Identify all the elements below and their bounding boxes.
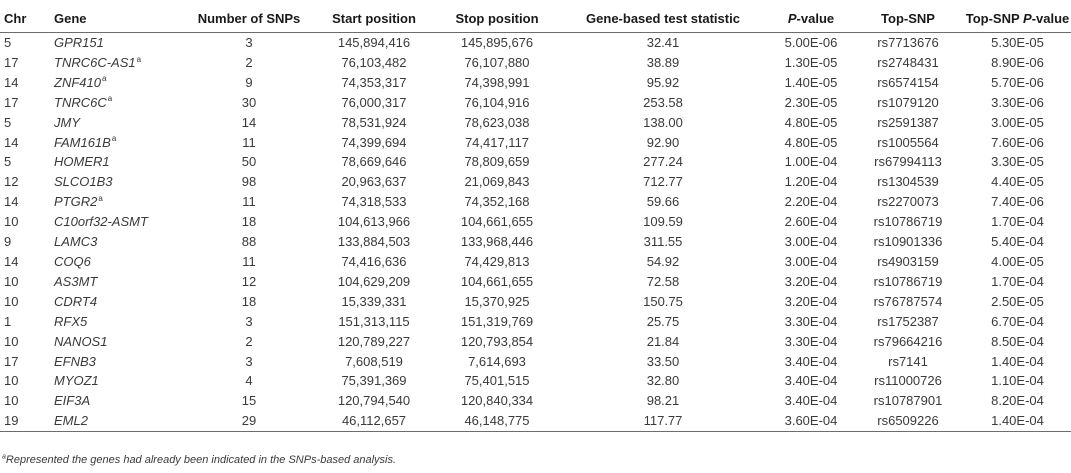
cell-gene [42,33,188,53]
table-row [0,33,1071,53]
gene-name: ZNF410 [54,74,101,90]
cell-chr: 17 [4,54,19,70]
footnote-mark: a [2,453,6,461]
cell-top-snp: rs4903159 [877,253,939,269]
cell-chr: 10 [4,373,19,389]
cell-chr: 14 [4,134,19,150]
cell-gene [42,73,188,93]
cell-top-snp-p-value: 5.40E-04 [991,234,1044,250]
cell-start-position: 74,416,636 [341,253,407,269]
header-top-snp-p-value [964,4,1071,33]
cell-p-value: 3.40E-04 [784,353,838,369]
cell-p-value: 3.20E-04 [784,273,838,289]
cell-stop-position: 7,614,693 [468,353,526,369]
cell-gene [42,232,188,252]
table-row [0,252,1071,272]
cell-number-of-snps: 18 [241,214,257,230]
cell-number-of-snps: 18 [241,293,257,309]
header-p-suffix: -value [796,10,835,26]
cell-stop-position: 21,069,843 [464,174,530,190]
cell-start-position: 104,613,966 [337,214,411,230]
cell-gene [42,212,188,232]
cell-p-value: 3.20E-04 [784,293,838,309]
cell-number-of-snps: 2 [245,333,253,349]
cell-stop-position: 74,352,168 [464,194,530,210]
cell-top-snp-p-value: 7.60E-06 [991,134,1044,150]
table-row [0,391,1071,411]
header-p-letter: P [787,10,797,26]
gene-name: EML2 [54,413,88,429]
cell-top-snp-p-value: 4.00E-05 [991,253,1044,269]
table-row [0,312,1071,332]
cell-top-snp: rs2591387 [877,114,939,130]
cell-number-of-snps: 50 [241,154,257,170]
table-row [0,371,1071,391]
cell-p-value: 3.00E-04 [784,253,838,269]
cell-number-of-snps: 3 [245,313,253,329]
cell-start-position: 120,794,540 [337,393,411,409]
gene-name: MYOZ1 [54,373,99,389]
table-row [0,272,1071,292]
cell-start-position: 46,112,657 [310,411,438,431]
gene-name: LAMC3 [54,234,98,250]
cell-top-snp-p-value: 7.40E-06 [991,194,1044,210]
cell-top-snp: rs2270073 [877,194,939,210]
cell-test-statistic: 98.21 [646,393,680,409]
table-footnote [2,454,396,466]
cell-chr: 1 [4,313,12,329]
cell-number-of-snps: 14 [241,114,257,130]
header-stop-position: Stop position [438,4,556,33]
cell-test-statistic: 311.55 [643,234,683,250]
cell-top-snp: rs7141 [888,353,928,369]
cell-gene [42,411,188,431]
cell-gene [42,113,188,133]
table-header-row [0,4,1071,33]
cell-top-snp-p-value: 3.30E-06 [991,94,1044,110]
cell-start-position: 78,531,924 [341,114,407,130]
cell-test-statistic: 59.66 [646,194,680,210]
cell-test-statistic: 117.77 [556,411,770,431]
cell-top-snp-p-value: 1.70E-04 [991,273,1044,289]
cell-number-of-snps: 15 [241,393,257,409]
cell-test-statistic: 38.89 [646,54,680,70]
cell-start-position: 74,353,317 [341,74,407,90]
cell-top-snp-p-value: 4.40E-05 [991,174,1044,190]
cell-test-statistic: 253.58 [643,94,683,110]
cell-top-snp: rs2748431 [877,54,939,70]
cell-top-snp-p-value: 1.40E-04 [991,353,1044,369]
cell-chr: 12 [4,174,19,190]
gene-name: HOMER1 [54,154,110,170]
gene-name: CDRT4 [54,293,98,309]
cell-chr: 10 [4,393,19,409]
cell-stop-position: 74,417,117 [464,134,530,150]
cell-top-snp-p-value: 1.70E-04 [991,214,1044,230]
cell-gene [42,172,188,192]
cell-top-snp: rs1005564 [877,134,939,150]
cell-gene [42,332,188,352]
cell-gene [42,152,188,172]
cell-start-position: 151,313,115 [338,313,410,329]
cell-top-snp: rs1079120 [877,94,939,110]
cell-p-value: 1.30E-05 [784,54,838,70]
cell-p-value: 3.30E-04 [784,333,838,349]
header-start-position: Start position [310,4,438,33]
gene-results-table [0,4,1071,432]
cell-number-of-snps: 3 [245,35,253,50]
cell-top-snp: rs76787574 [873,293,943,309]
cell-number-of-snps: 29 [188,411,310,431]
gene-name: TNRC6C [54,94,107,110]
cell-gene [42,272,188,292]
cell-p-value: 2.60E-04 [784,214,838,230]
cell-stop-position: 145,895,676 [460,35,534,50]
cell-start-position: 20,963,637 [341,174,407,190]
cell-start-position: 104,629,209 [337,273,411,289]
header-chr: Chr [0,4,42,33]
cell-gene [42,352,188,372]
cell-start-position: 7,608,519 [345,353,403,369]
table-row [0,133,1071,153]
cell-stop-position: 15,370,925 [464,293,530,309]
gene-name: EIF3A [54,393,91,409]
cell-p-value: 3.40E-04 [784,393,838,409]
table-row [0,212,1071,232]
cell-p-value: 3.60E-04 [770,411,852,431]
cell-start-position: 15,339,331 [341,293,407,309]
cell-stop-position: 151,319,769 [460,313,534,329]
cell-gene [42,252,188,272]
cell-stop-position: 78,809,659 [464,154,530,170]
cell-test-statistic: 54.92 [646,253,680,269]
cell-top-snp-p-value: 5.70E-06 [991,74,1044,90]
footnote-marker: a [107,94,113,104]
cell-stop-position: 76,107,880 [464,54,530,70]
cell-p-value: 3.30E-04 [784,313,838,329]
cell-gene [42,93,188,113]
cell-p-value: 3.40E-04 [784,373,838,389]
table-body [0,33,1071,432]
header-top-p-letter: P [1023,10,1032,26]
cell-gene [42,133,188,153]
cell-top-snp: rs1752387 [877,313,939,329]
gene-name: PTGR2 [54,194,98,210]
cell-number-of-snps: 9 [245,74,253,90]
cell-number-of-snps: 3 [245,353,253,369]
cell-stop-position: 104,661,655 [460,214,534,230]
gene-name: JMY [54,114,80,130]
cell-top-snp: rs10786719 [873,273,943,289]
cell-top-snp-p-value: 3.30E-05 [991,154,1044,170]
gene-name: GPR151 [54,35,104,50]
table-row [0,192,1071,212]
cell-chr: 5 [4,114,12,130]
gene-name: COQ6 [54,253,91,269]
cell-gene [42,371,188,391]
header-gene: Gene [42,4,188,33]
cell-chr: 14 [4,253,19,269]
header-top-snp: Top-SNP [852,4,964,33]
cell-top-snp: rs10786719 [873,214,943,230]
cell-test-statistic: 33.50 [646,353,680,369]
cell-chr: 19 [0,411,42,431]
gene-name: TNRC6C-AS1 [54,54,136,70]
footnote-marker: a [111,134,117,144]
cell-test-statistic: 25.75 [646,313,680,329]
cell-top-snp-p-value: 8.50E-04 [991,333,1044,349]
cell-top-snp: rs10901336 [873,234,943,250]
cell-p-value: 1.40E-05 [784,74,838,90]
cell-test-statistic: 32.80 [646,373,680,389]
cell-start-position: 145,894,416 [337,35,411,50]
cell-top-snp-p-value: 1.10E-04 [991,373,1044,389]
cell-number-of-snps: 98 [241,174,257,190]
header-p-value [770,4,852,33]
cell-p-value: 2.30E-05 [784,94,838,110]
cell-chr: 14 [4,74,19,90]
cell-p-value: 4.80E-05 [784,114,838,130]
cell-p-value: 4.80E-05 [784,134,838,150]
table-row [0,332,1071,352]
cell-chr: 10 [4,273,19,289]
cell-test-statistic: 92.90 [646,134,680,150]
cell-number-of-snps: 30 [241,94,257,110]
table-row [0,292,1071,312]
cell-test-statistic: 95.92 [646,74,680,90]
cell-test-statistic: 109.59 [643,214,683,230]
gene-name: SLCO1B3 [54,174,113,190]
header-test-statistic: Gene-based test statistic [556,4,770,33]
cell-start-position: 120,789,227 [337,333,411,349]
cell-top-snp-p-value: 8.20E-04 [991,393,1044,409]
table-row [0,172,1071,192]
cell-top-snp: rs10787901 [873,393,943,409]
header-number-of-snps: Number of SNPs [188,4,310,33]
cell-start-position: 78,669,646 [341,154,407,170]
cell-chr: 9 [4,234,12,250]
cell-number-of-snps: 11 [242,253,256,269]
cell-start-position: 133,884,503 [337,234,411,250]
table-row [0,232,1071,252]
cell-start-position: 76,000,317 [341,94,407,110]
cell-test-statistic: 150.75 [643,293,683,309]
cell-test-statistic: 32.41 [646,35,680,50]
gene-name: FAM161B [54,134,111,150]
cell-chr: 10 [4,293,19,309]
cell-chr: 17 [4,353,19,369]
cell-number-of-snps: 88 [241,234,257,250]
cell-chr: 5 [4,154,12,170]
cell-top-snp: rs67994113 [874,154,942,170]
cell-top-snp-p-value: 5.30E-05 [991,35,1044,50]
table-row [0,411,1071,431]
cell-number-of-snps: 2 [245,54,253,70]
cell-gene [42,391,188,411]
cell-top-snp: rs6509226 [852,411,964,431]
cell-start-position: 76,103,482 [341,54,407,70]
header-top-p-prefix: Top-SNP [965,10,1024,26]
cell-stop-position: 78,623,038 [464,114,530,130]
cell-top-snp: rs7713676 [877,35,939,50]
cell-stop-position: 76,104,916 [464,94,530,110]
cell-start-position: 74,318,533 [341,194,407,210]
cell-test-statistic: 138.00 [643,114,683,130]
cell-gene [42,53,188,73]
header-top-p-suffix: -value [1031,10,1070,26]
gene-name: AS3MT [54,273,98,289]
cell-stop-position: 74,398,991 [464,74,530,90]
table-row [0,113,1071,133]
footnote-marker: a [98,193,103,203]
cell-chr: 10 [4,214,19,230]
cell-p-value: 3.00E-04 [784,234,838,250]
cell-chr: 5 [4,35,12,50]
cell-start-position: 75,391,369 [341,373,407,389]
cell-stop-position: 75,401,515 [464,373,530,389]
cell-chr: 10 [4,333,19,349]
table-row [0,53,1071,73]
footnote-text: Represented the genes had already been indicated in the SNPs-based analysis. [5,454,397,466]
cell-number-of-snps: 4 [245,373,253,389]
cell-top-snp-p-value: 6.70E-04 [991,313,1044,329]
cell-top-snp: rs6574154 [877,74,939,90]
cell-top-snp-p-value: 3.00E-05 [991,114,1044,130]
cell-stop-position: 104,661,655 [460,273,534,289]
cell-test-statistic: 712.77 [643,174,683,190]
footnote-marker: a [101,74,107,84]
cell-top-snp-p-value: 1.40E-04 [964,411,1071,431]
footnote-marker: a [136,54,142,64]
cell-stop-position: 74,429,813 [464,253,530,269]
cell-top-snp-p-value: 8.90E-06 [991,54,1044,70]
cell-stop-position: 133,968,446 [460,234,534,250]
cell-test-statistic: 72.58 [646,273,680,289]
cell-gene [42,292,188,312]
cell-number-of-snps: 11 [242,134,256,150]
table-row [0,93,1071,113]
table-row [0,152,1071,172]
cell-top-snp: rs79664216 [873,333,943,349]
cell-chr: 14 [4,194,19,210]
cell-stop-position: 120,793,854 [460,333,534,349]
cell-top-snp-p-value: 2.50E-05 [991,293,1044,309]
gene-name: NANOS1 [54,333,108,349]
cell-chr: 17 [4,94,19,110]
cell-number-of-snps: 11 [242,194,256,210]
table-row [0,352,1071,372]
cell-top-snp: rs1304539 [877,174,939,190]
cell-stop-position: 46,148,775 [438,411,556,431]
cell-gene [42,312,188,332]
cell-stop-position: 120,840,334 [460,393,534,409]
cell-p-value: 5.00E-06 [784,35,838,50]
gene-name: RFX5 [54,313,88,329]
cell-top-snp: rs11000726 [874,373,942,389]
cell-test-statistic: 21.84 [646,333,680,349]
cell-gene [42,192,188,212]
cell-p-value: 2.20E-04 [784,194,838,210]
cell-start-position: 74,399,694 [341,134,407,150]
cell-test-statistic: 277.24 [643,154,683,170]
cell-p-value: 1.00E-04 [784,154,838,170]
gene-name: EFNB3 [54,353,96,369]
table-row [0,73,1071,93]
cell-number-of-snps: 12 [241,273,257,289]
cell-p-value: 1.20E-04 [784,174,838,190]
gene-name: C10orf32-ASMT [54,214,148,230]
